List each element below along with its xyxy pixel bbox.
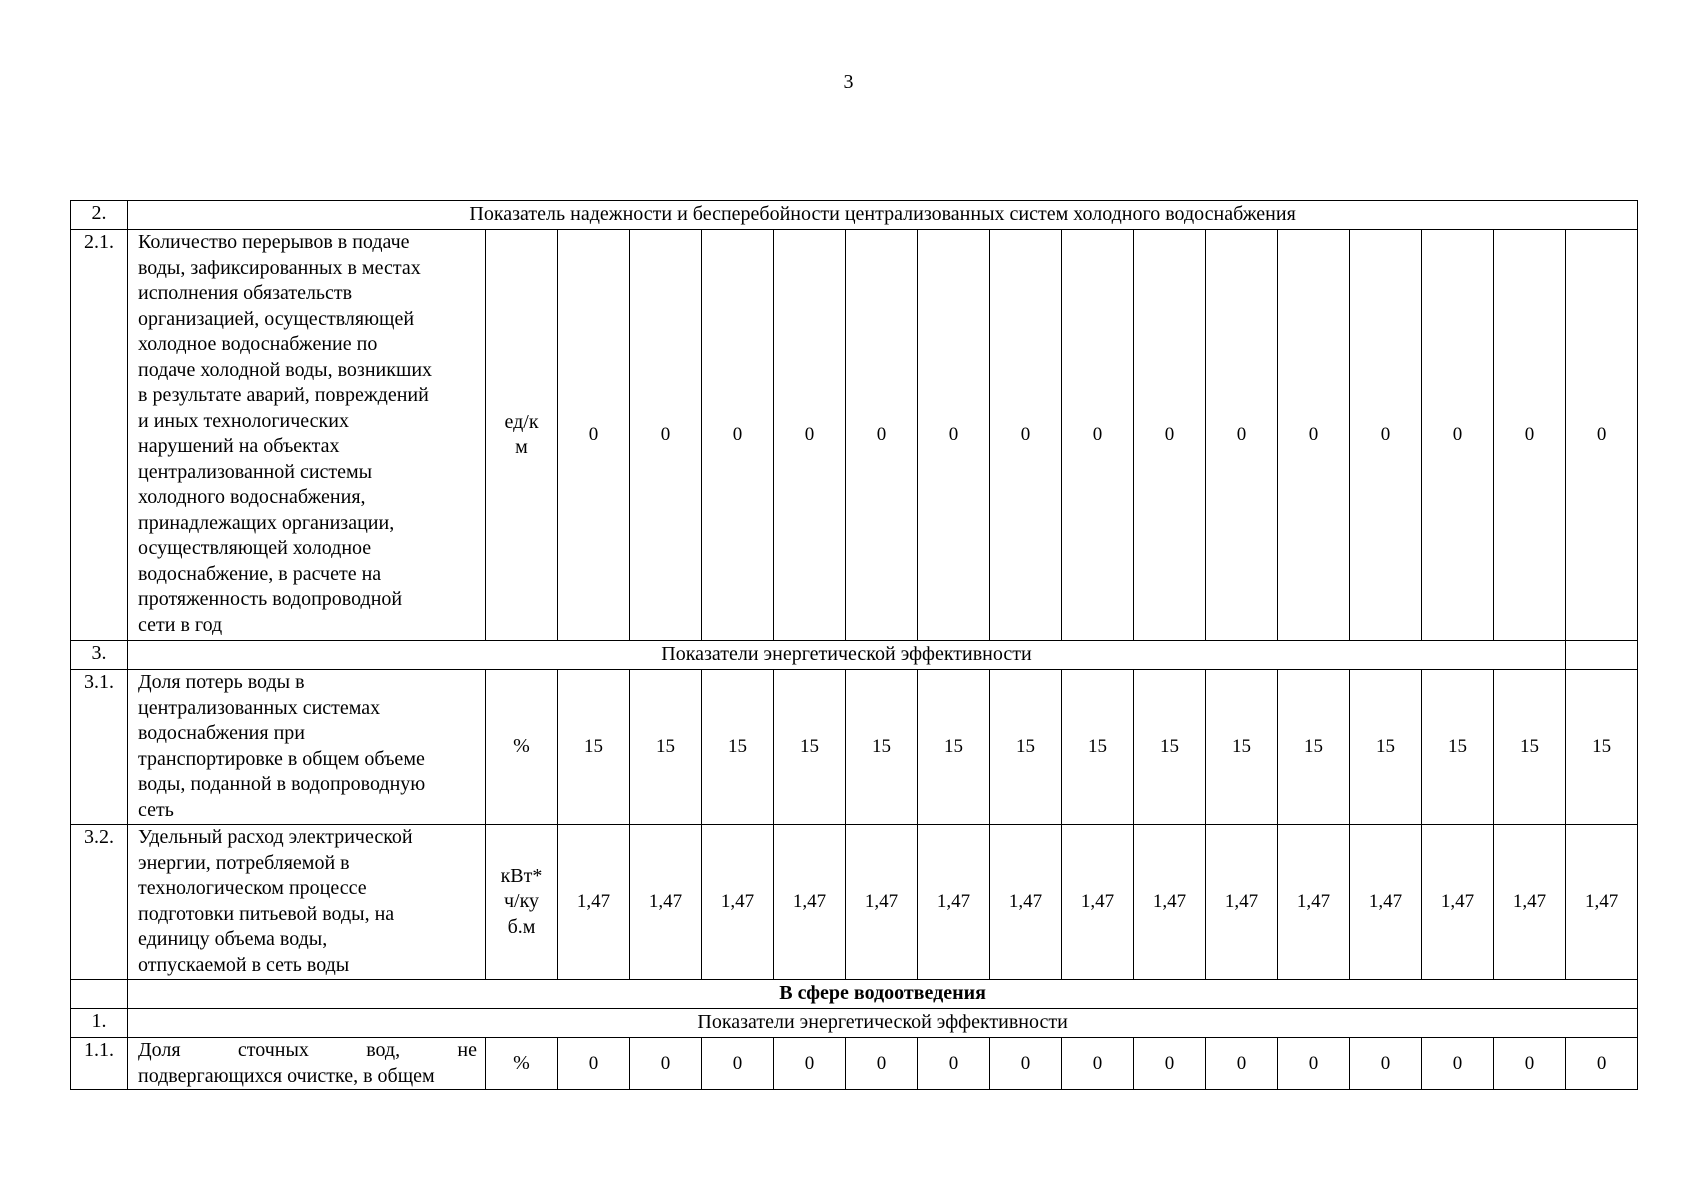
value-cell: 1,47 (1566, 825, 1638, 980)
value-cell: 0 (990, 230, 1062, 641)
value-cell: 15 (1494, 670, 1566, 825)
description-line: воды, зафиксированных в местах (138, 256, 421, 279)
value-cell: 1,47 (1062, 825, 1134, 980)
value-cell: 0 (1422, 1038, 1494, 1090)
unit-line: ед/к (504, 410, 539, 433)
value-cell: 0 (1494, 1038, 1566, 1090)
unit-cell (486, 230, 558, 641)
value-cell: 0 (702, 230, 774, 641)
value-cell: 0 (1062, 1038, 1134, 1090)
description-line: исполнения обязательств (138, 282, 353, 304)
table-row-2-1 (71, 230, 1638, 641)
value-cell: 0 (1206, 230, 1278, 641)
value-cell: 0 (774, 230, 846, 641)
indicator-description (128, 670, 486, 825)
row-heading: Показатель надежности и бесперебойности централизованных систем холодного водоснабжения (128, 201, 1638, 230)
row-number: 3. (71, 641, 128, 670)
value-cell: 0 (1566, 1038, 1638, 1090)
unit-line: кВт* (500, 864, 543, 887)
description-line: подаче холодной воды, возникших (138, 358, 433, 381)
indicator-description (128, 230, 486, 641)
unit-line: б.м (507, 915, 536, 938)
description-line: организацией, осуществляющей (138, 307, 415, 330)
table-row-2 (71, 201, 1638, 230)
description-line: энергии, потребляемой в (138, 851, 350, 874)
value-cell: 0 (774, 1038, 846, 1090)
empty-cell (1566, 641, 1638, 670)
value-cell: 15 (774, 670, 846, 825)
table-row-1 (71, 1009, 1638, 1038)
unit-cell (486, 825, 558, 980)
value-cell: 1,47 (558, 825, 630, 980)
description-line: холодного водоснабжения, (138, 486, 366, 508)
value-cell: 1,47 (702, 825, 774, 980)
indicators-table (70, 200, 1638, 1090)
description-line: холодное водоснабжение по (138, 333, 378, 355)
row-number: 3.2. (71, 825, 128, 980)
value-cell: 0 (1494, 230, 1566, 641)
value-cell: 15 (918, 670, 990, 825)
value-cell: 15 (1566, 670, 1638, 825)
description-line: в результате аварий, повреждений (138, 384, 429, 406)
description-line: сеть (138, 798, 174, 821)
description-line: и иных технологических (138, 409, 349, 432)
description-line: нарушений на объектах (138, 435, 340, 457)
unit-cell (486, 670, 558, 825)
value-cell: 1,47 (1134, 825, 1206, 980)
value-cell: 0 (990, 1038, 1062, 1090)
value-cell: 1,47 (1494, 825, 1566, 980)
value-cell: 15 (1350, 670, 1422, 825)
description-line: осуществляющей холодное (138, 537, 372, 559)
value-cell: 15 (558, 670, 630, 825)
description-line: водоснабжение, в расчете на (138, 562, 382, 585)
value-cell: 15 (702, 670, 774, 825)
indicator-description (128, 1038, 486, 1090)
description-line: принадлежащих организации, (138, 511, 395, 534)
value-cell: 1,47 (1278, 825, 1350, 980)
description-line: Количество перерывов в подаче (138, 231, 410, 253)
row-number: 2.1. (71, 230, 128, 641)
value-cell: 0 (846, 1038, 918, 1090)
value-cell: 1,47 (1206, 825, 1278, 980)
value-cell: 15 (1134, 670, 1206, 825)
value-cell: 0 (702, 1038, 774, 1090)
value-cell: 15 (1206, 670, 1278, 825)
value-cell: 1,47 (846, 825, 918, 980)
value-cell: 0 (558, 1038, 630, 1090)
description-line: технологическом процессе (138, 877, 367, 899)
value-cell: 0 (630, 230, 702, 641)
table-row-section (71, 980, 1638, 1009)
value-cell: 0 (1278, 1038, 1350, 1090)
value-cell: 15 (630, 670, 702, 825)
table-row-3-1 (71, 670, 1638, 825)
row-number: 1. (71, 1009, 128, 1038)
description-line: водоснабжения при (138, 722, 305, 744)
value-cell: 15 (846, 670, 918, 825)
description-line: подготовки питьевой воды, на (138, 902, 395, 925)
value-cell: 15 (1062, 670, 1134, 825)
row-number: 1.1. (71, 1038, 128, 1090)
value-cell: 0 (1134, 230, 1206, 641)
value-cell: 0 (1350, 230, 1422, 641)
value-cell: 15 (990, 670, 1062, 825)
unit-line: % (513, 735, 530, 758)
table-row-3 (71, 641, 1638, 670)
row-number: 2. (71, 201, 128, 230)
value-cell: 15 (1422, 670, 1494, 825)
page-number: 3 (843, 71, 854, 93)
row-heading: Показатели энергетической эффективности (128, 641, 1566, 670)
description-line: Доля сточных вод, не (138, 1039, 477, 1061)
value-cell: 0 (1134, 1038, 1206, 1090)
value-cell: 0 (1278, 230, 1350, 641)
value-cell: 0 (1062, 230, 1134, 641)
value-cell: 1,47 (630, 825, 702, 980)
value-cell: 1,47 (1350, 825, 1422, 980)
unit-line: ч/ку (503, 890, 540, 913)
value-cell: 0 (1206, 1038, 1278, 1090)
description-line: Удельный расход электрической (138, 826, 413, 848)
table-row-1-1 (71, 1038, 1638, 1090)
value-cell: 0 (918, 1038, 990, 1090)
table-row-3-2 (71, 825, 1638, 980)
section-heading: В сфере водоотведения (128, 980, 1638, 1009)
value-cell: 1,47 (990, 825, 1062, 980)
value-cell: 15 (1278, 670, 1350, 825)
indicator-description (128, 825, 486, 980)
row-number: 3.1. (71, 670, 128, 825)
description-line: сети в год (138, 613, 223, 636)
value-cell: 0 (558, 230, 630, 641)
row-number (71, 980, 128, 1009)
description-line: отпускаемой в сеть воды (138, 953, 350, 976)
value-cell: 1,47 (1422, 825, 1494, 980)
value-cell: 0 (846, 230, 918, 641)
value-cell: 1,47 (918, 825, 990, 980)
description-line: Доля потерь воды в (138, 671, 305, 693)
description-line: единицу объема воды, (138, 928, 328, 950)
value-cell: 0 (1422, 230, 1494, 641)
description-line: воды, поданной в водопроводную (138, 773, 426, 795)
description-line: централизованной системы (138, 460, 373, 483)
description-line: протяженность водопроводной (138, 588, 403, 610)
value-cell: 0 (1350, 1038, 1422, 1090)
value-cell: 0 (630, 1038, 702, 1090)
description-line: транспортировке в общем объеме (138, 747, 425, 770)
unit-line: % (513, 1051, 530, 1074)
value-cell: 1,47 (774, 825, 846, 980)
description-line: подвергающихся очистке, в общем (138, 1064, 435, 1087)
value-cell: 0 (1566, 230, 1638, 641)
description-line: централизованных системах (138, 696, 381, 719)
value-cell: 0 (918, 230, 990, 641)
row-heading: Показатели энергетической эффективности (128, 1009, 1638, 1038)
unit-line: м (515, 436, 528, 458)
unit-cell (486, 1038, 558, 1090)
